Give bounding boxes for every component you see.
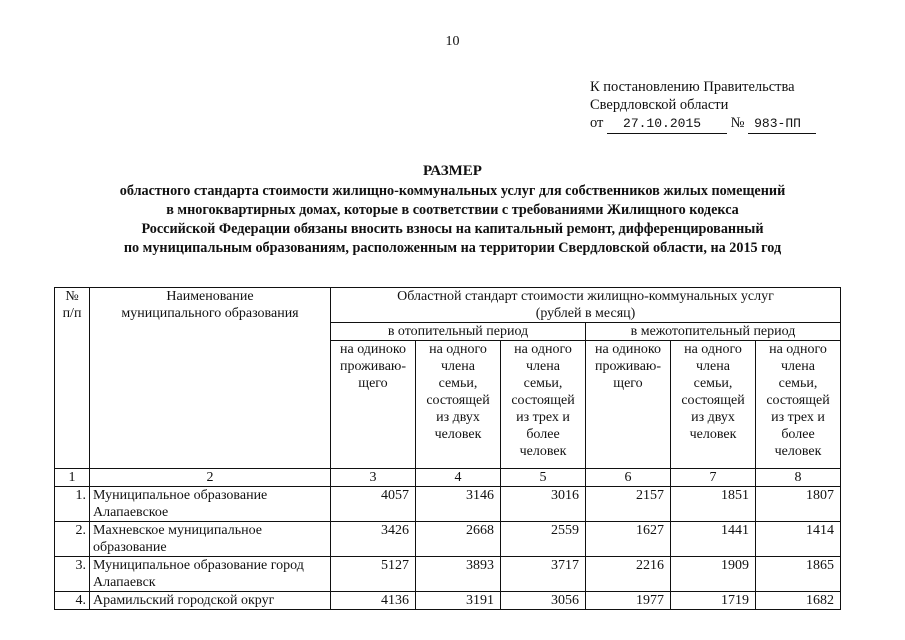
- value-cell: 1682: [756, 592, 841, 610]
- column-number: 2: [90, 469, 331, 487]
- column-number: 7: [671, 469, 756, 487]
- number-label: №: [730, 115, 745, 131]
- value-cell: 3146: [416, 487, 501, 522]
- header-sub: на одиноко проживаю- щего: [331, 341, 416, 469]
- column-number: 1: [55, 469, 90, 487]
- municipality-name: Муниципальное образование город Алапаевск: [90, 557, 331, 592]
- appendix-block: [590, 78, 816, 134]
- header-num: № п/п: [55, 288, 90, 469]
- value-cell: 1851: [671, 487, 756, 522]
- column-numbers-row: [55, 469, 841, 487]
- value-cell: 1807: [756, 487, 841, 522]
- value-cell: 3191: [416, 592, 501, 610]
- value-cell: 1865: [756, 557, 841, 592]
- value-cell: 1719: [671, 592, 756, 610]
- value-cell: 3717: [501, 557, 586, 592]
- value-cell: 2216: [586, 557, 671, 592]
- row-num: 4.: [55, 592, 90, 610]
- table-row: [55, 592, 841, 610]
- value-cell: 1977: [586, 592, 671, 610]
- value-cell: 3893: [416, 557, 501, 592]
- header-heating-period: в отопительный период: [331, 323, 586, 341]
- header-sub: на одного члена семьи, состоящей из двух человек: [671, 341, 756, 469]
- title-line: областного стандарта стоимости жилищно-коммунальных услуг для собственников жилых помещений: [119, 183, 786, 199]
- appendix-date-row: [590, 114, 816, 134]
- document-title: [0, 162, 905, 258]
- value-cell: 2559: [501, 522, 586, 557]
- table-row: [55, 557, 841, 592]
- value-cell: 3056: [501, 592, 586, 610]
- title-line: по муниципальным образованиям, расположенным на территории Свердловской области, на 2015 год: [123, 240, 782, 256]
- table-row: [55, 522, 841, 557]
- standards-table: [54, 287, 841, 610]
- title-line: Российской Федерации обязаны вносить взносы на капитальный ремонт, дифференцированный: [141, 221, 764, 237]
- column-number: 6: [586, 469, 671, 487]
- municipality-name: Муниципальное образование Алапаевское: [90, 487, 331, 522]
- column-number: 8: [756, 469, 841, 487]
- column-number: 3: [331, 469, 416, 487]
- appendix-line-1: К постановлению Правительства: [590, 79, 795, 95]
- value-cell: 3426: [331, 522, 416, 557]
- from-label: от: [590, 115, 604, 131]
- value-cell: 1909: [671, 557, 756, 592]
- header-sub: на одного члена семьи, состоящей из трех и более человек: [501, 341, 586, 469]
- value-cell: 5127: [331, 557, 416, 592]
- header-name: Наименование муниципального образования: [90, 288, 331, 469]
- title-line: в многоквартирных домах, которые в соответствии с требованиями Жилищного кодекса: [166, 202, 739, 218]
- page-number: 10: [445, 34, 460, 49]
- column-number: 4: [416, 469, 501, 487]
- row-num: 1.: [55, 487, 90, 522]
- header-row: [55, 288, 841, 323]
- municipality-name: Арамильский городской округ: [90, 592, 331, 610]
- header-sub: на одного члена семьи, состоящей из трех и более человек: [756, 341, 841, 469]
- row-num: 2.: [55, 522, 90, 557]
- header-nonheating-period: в межотопительный период: [586, 323, 841, 341]
- appendix-line-2: Свердловской области: [590, 97, 729, 113]
- value-cell: 1627: [586, 522, 671, 557]
- header-sub: на одного члена семьи, состоящей из двух человек: [416, 341, 501, 469]
- column-number: 5: [501, 469, 586, 487]
- row-num: 3.: [55, 557, 90, 592]
- value-cell: 4057: [331, 487, 416, 522]
- decree-date: 27.10.2015: [607, 115, 727, 134]
- header-standard: Областной стандарт стоимости жилищно-коммунальных услуг (рублей в месяц): [331, 288, 841, 323]
- table-row: [55, 487, 841, 522]
- value-cell: 3016: [501, 487, 586, 522]
- value-cell: 1441: [671, 522, 756, 557]
- value-cell: 2668: [416, 522, 501, 557]
- municipality-name: Махневское муниципальное образование: [90, 522, 331, 557]
- title-main: РАЗМЕР: [423, 163, 482, 179]
- value-cell: 4136: [331, 592, 416, 610]
- value-cell: 2157: [586, 487, 671, 522]
- value-cell: 1414: [756, 522, 841, 557]
- header-sub: на одиноко проживаю- щего: [586, 341, 671, 469]
- decree-number: 983-ПП: [748, 115, 816, 134]
